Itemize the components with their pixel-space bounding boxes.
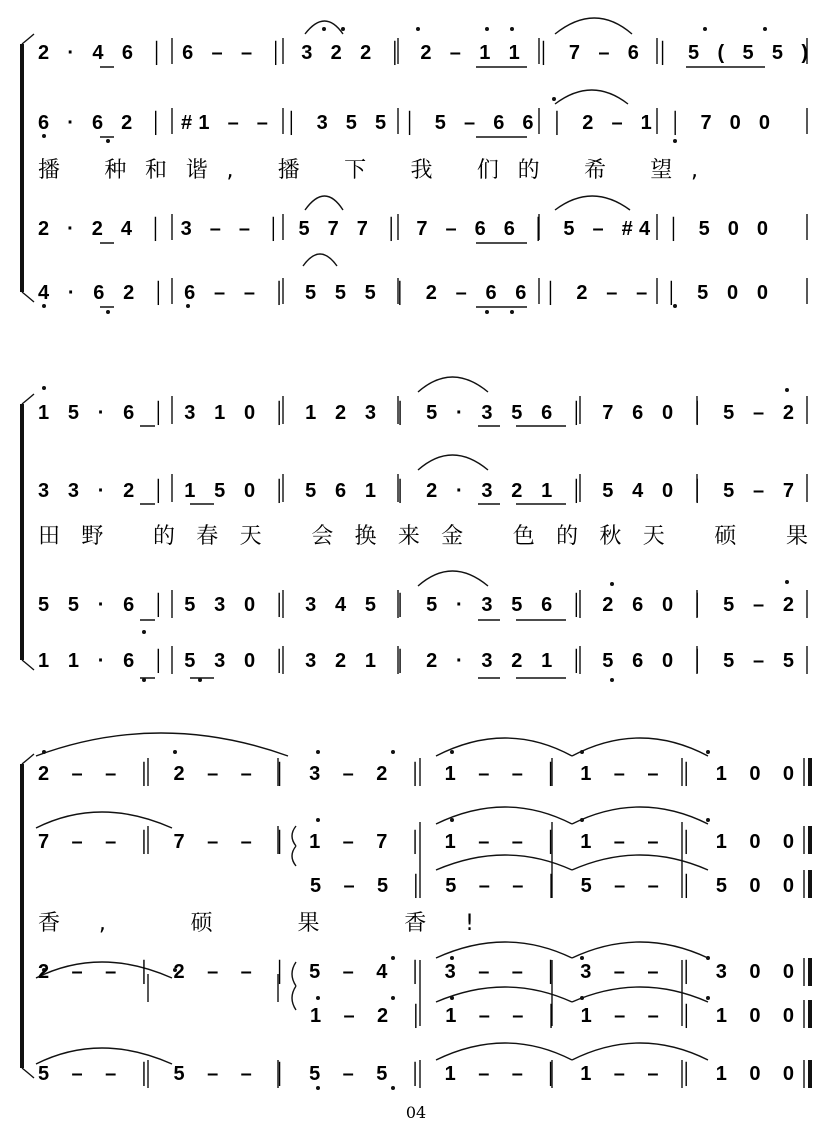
staff-1-1-notes: 2 · 4 6 │ 6 – – │ 3 2 2 │ 2 – 1 1 │ 7 – 6 │ 5 ( 5 5 ) <box>38 42 808 64</box>
staff-1-4-notes: 4 · 6 2 │ 6 – – │ 5 5 5 │ 2 – 6 6 │ 2 – – │ 5 0 0 <box>38 282 768 304</box>
staff-3-1-notes: 2 – – │ 2 – – │ 3 – 2 │ 1 – – │ 1 – – │ 1 0 0 <box>38 763 794 785</box>
system-bracket-top-hook <box>22 34 34 44</box>
beams <box>140 426 566 678</box>
system-bracket-bottom-hook <box>22 1068 34 1078</box>
system-bracket-top-hook <box>22 754 34 764</box>
staff-2-3-notes: 5 5 · 6 │ 5 3 0 │ 3 4 5 │ 5 · 3 5 6 │ 2 6 0 │ 5 – 2 <box>38 594 794 616</box>
staff-3-3-notes: 2 – – │ 2 – – │ 5 – 4 │ 3 – – │ 3 – – │ 3 0 0 <box>38 961 794 983</box>
staff-3-3b-notes: 1 – 2 │ 1 – – │ 1 – – │ 1 0 0 <box>310 1005 795 1027</box>
page-number: 04 <box>405 1103 427 1122</box>
staff-2-1-notes: 1 5 · 6 │ 3 1 0 │ 1 2 3 │ 5 · 3 5 6 │ 7 6 0 │ 5 – 2 <box>38 402 794 424</box>
staff-2-4-notes: 1 1 · 6 │ 5 3 0 │ 3 2 1 │ 2 · 3 2 1 │ 5 6 0 │ 5 – 5 <box>38 650 794 672</box>
staff-1-2-notes: 6 · 6 2 │ #1 – – │ 3 5 5 │ 5 – 6 6 │ 2 – 1 │ 7 0 0 <box>38 112 770 134</box>
staff-3-2-notes: 7 – – │ 7 – – │ 1 – 7 │ 1 – – │ 1 – – │ 1 0 0 <box>38 831 794 853</box>
staff-2-lyrics: 田野 的春天 会换来金 色的秋天 硕 果 <box>38 524 809 549</box>
system-bracket-bottom-hook <box>22 292 34 302</box>
staff-3-lyrics: 香, 硕 果 香! <box>38 911 474 936</box>
system-bracket-top-hook <box>22 394 34 404</box>
staff-1-lyrics: 播 种和谐, 播 下 我 们的 希 望, <box>38 158 699 183</box>
beams <box>100 67 765 307</box>
staff-1-3-notes: 2 · 2 4 │ 3 – – │ 5 7 7 │ 7 – 6 6 │ 5 – #4 │ 5 0 0 <box>38 218 768 240</box>
staff-2-2-notes: 3 3 · 2 │ 1 5 0 │ 5 6 1 │ 2 · 3 2 1 │ 5 4 0 │ 5 – 7 <box>38 480 794 502</box>
ties <box>36 733 708 1064</box>
staff-3-4-notes: 5 – – │ 5 – – │ 5 – 5 │ 1 – – │ 1 – – │ 1 0 0 <box>38 1063 794 1085</box>
system-bracket-bottom-hook <box>22 660 34 670</box>
final-barlines <box>804 758 810 1088</box>
staff-3-2b-notes: 5 – 5 │ 5 – – │ 5 – – │ 5 0 0 <box>310 875 795 897</box>
